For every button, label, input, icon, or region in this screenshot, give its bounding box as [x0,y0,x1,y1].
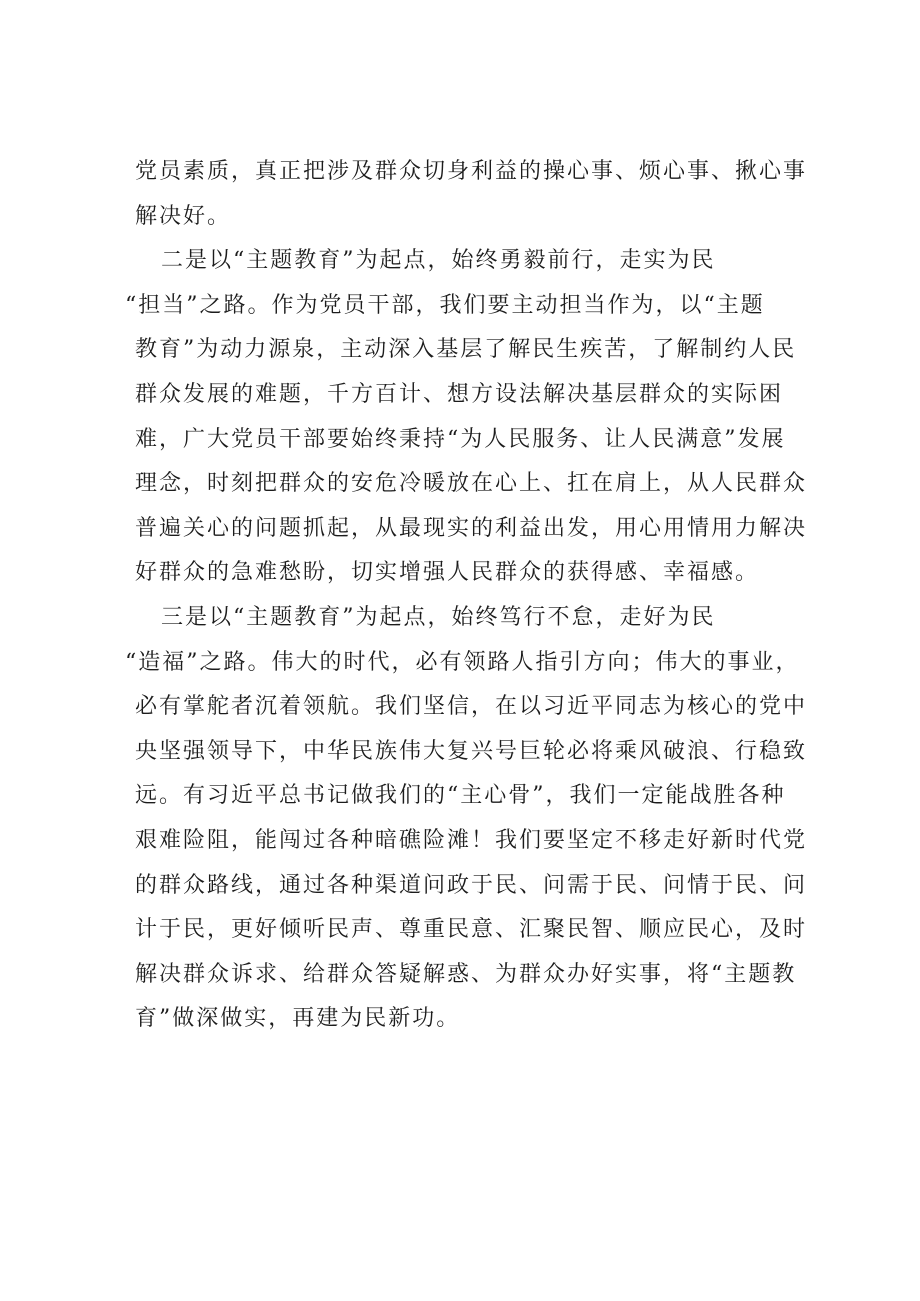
text-line: 远。有习近平总书记做我们的“主心骨”，我们一定能战胜各种 [135,783,786,809]
text-line: 必有掌舵者沉着领航。我们坚信，在以习近平同志为核心的党中 [135,694,808,720]
text-line: 育”做深做实，再建为民新功。 [135,1006,461,1032]
document-body [125,150,808,1042]
text-line: 群众发展的难题，千方百计、想方设法解决基层群众的实际困 [135,381,784,407]
text-line: 艰难险阻，能闯过各种暗礁险滩！我们要坚定不移走好新时代党 [135,827,808,853]
text-line: 的群众路线，通过各种渠道问政于民、问需于民、问情于民、问 [135,872,808,898]
text-line: “造福”之路。伟大的时代，必有领路人指引方向；伟大的事业， [125,649,800,675]
text-line: 解决好。 [135,203,232,229]
text-line: 央坚强领导下，中华民族伟大复兴号巨轮必将乘风破浪、行稳致 [135,738,808,764]
text-line: 普遍关心的问题抓起，从最现实的利益出发，用心用情用力解决 [135,515,808,541]
paragraph-start-line: 二是以“主题教育”为起点，始终勇毅前行，走实为民 [161,248,716,274]
text-line: 教育”为动力源泉，主动深入基层了解民生疾苦，了解制约人民 [135,337,797,363]
text-line: “担当”之路。作为党员干部，我们要主动担当作为，以“主题 [125,292,765,318]
text-line: 党员素质，真正把涉及群众切身利益的操心事、烦心事、揪心事 [135,159,808,184]
text-line: 难，广大党员干部要始终秉持“为人民服务、让人民满意”发展 [135,426,786,452]
text-line: 理念，时刻把群众的安危冷暖放在心上、扛在肩上，从人民群众 [135,471,808,497]
text-line: 解决群众诉求、给群众答疑解惑、为群众办好实事，将“主题教 [135,961,797,987]
text-line: 好群众的急难愁盼，切实增强人民群众的获得感、幸福感。 [135,560,760,586]
paragraph-start-line: 三是以“主题教育”为起点，始终笃行不怠，走好为民 [161,604,716,630]
text-line: 计于民，更好倾听民声、尊重民意、汇聚民智、顺应民心，及时 [135,917,808,943]
